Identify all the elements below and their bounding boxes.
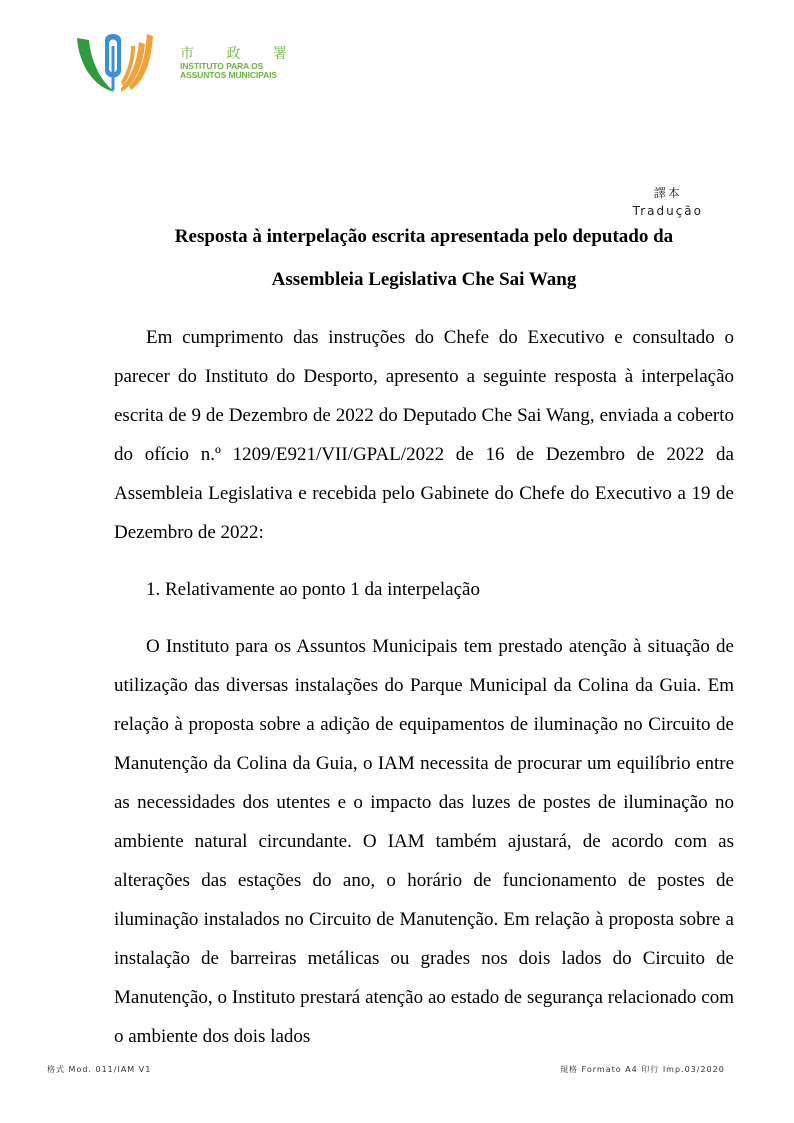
paragraph-section-heading: 1. Relativamente ao ponto 1 da interpelação — [146, 579, 480, 600]
document-title-line1: Resposta à interpelação escrita apresentada pelo deputado da — [174, 226, 674, 247]
translation-stamp — [633, 184, 703, 220]
footer-form-code: 格式 Mod. 011/IAM V1 — [47, 1065, 152, 1074]
document-title-line2: Assembleia Legislativa Che Sai Wang — [271, 269, 577, 290]
translation-label-pt: Tradução — [632, 204, 703, 218]
logo-chinese-name: 市 政 署 — [180, 46, 301, 62]
iam-logo-text — [180, 46, 301, 80]
logo-portuguese-line1: INSTITUTO PARA OS — [180, 61, 264, 71]
footer-format: 規格 Formato A4 印行 Imp.03/2020 — [560, 1065, 725, 1074]
document-body — [114, 318, 734, 1056]
paragraph-response: O Instituto para os Assuntos Municipais tem prestado atenção à situação de utilização das diversas instalações do Parque Municipal da Colina da Guia. Em relação à proposta sobre a adição de equipamentos de iluminação no Circuito de Manutenção da Colina da Guia, o IAM necessita de procurar um equilíbrio entre as necessidades dos utentes e o impacto das luzes de postes de iluminação no ambiente natural circundante. O IAM também ajustará, de acordo com as alterações das estações do ano, o horário de funcionamento de postes de iluminação instalados no Circuito de Manutenção. Em relação à proposta sobre a instalação de barreiras metálicas ou grades nos dois lados do Circuito de Manutenção, o Instituto prestará atenção ao estado de segurança relacionado com o ambiente dos dois lados — [114, 636, 734, 1047]
paragraph-intro: Em cumprimento das instruções do Chefe do Executivo e consultado o parecer do Instituto do Desporto, apresento a seguinte resposta à interpelação escrita de 9 de Dezembro de 2022 do Deputado Che Sai Wang, enviada a coberto do ofício n.º 1209/E921/VII/GPAL/2022 de 16 de Dezembro de 2022 da Assembleia Legislativa e recebida pelo Gabinete do Chefe do Executivo a 19 de Dezembro de 2022: — [114, 327, 734, 543]
iam-logo-icon — [75, 26, 155, 96]
translation-label-cn: 譯本 — [653, 186, 682, 200]
logo-portuguese-line2: ASSUNTOS MUNICIPAIS — [180, 70, 277, 80]
